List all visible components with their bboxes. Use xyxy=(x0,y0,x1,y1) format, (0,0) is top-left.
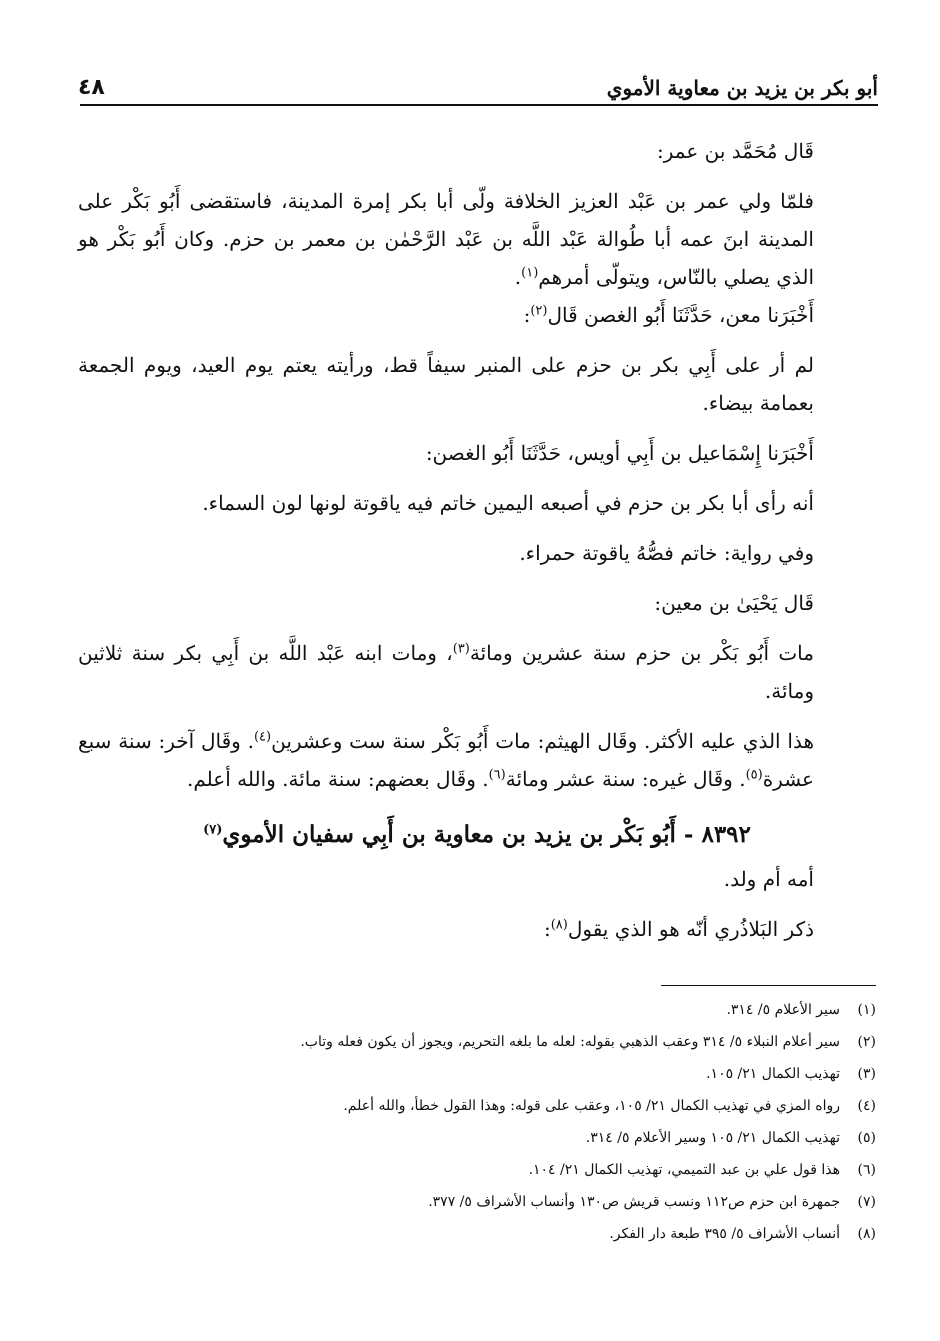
footnote-ref: (٦) xyxy=(488,767,506,783)
page-number: ٤٨ xyxy=(78,75,105,100)
paragraph xyxy=(78,296,876,334)
paragraph-end: : xyxy=(543,917,551,941)
header-rule xyxy=(80,104,878,106)
paragraph-text: مات أَبُو بَكْر بن حزم سنة عشرين ومائة xyxy=(469,641,814,665)
footnote-text: تهذيب الكمال ٢١/ ١٠٥ وسير الأعلام ٥/ ٣١٤. xyxy=(585,1130,840,1146)
paragraph-text: . وقَال بعضهم: سنة مائة. والله أعلم. xyxy=(187,767,489,791)
paragraph-text: . وقَال غيره: سنة عشر ومائة xyxy=(505,767,746,791)
entry-heading-text: ٨٣٩٢ - أَبُو بَكْر بن يزيد بن معاوية بن أَبِي سفيان الأموي xyxy=(222,821,751,848)
paragraph: أمه أم ولد. xyxy=(723,867,814,891)
footnote-ref: (٢) xyxy=(530,303,548,319)
footnote-ref: (٤) xyxy=(253,729,272,745)
footnote-number: (٥) xyxy=(857,1130,876,1146)
entry-heading xyxy=(78,816,876,854)
footnote xyxy=(110,1026,876,1058)
paragraph: أَخْبَرَنا إِسْمَاعيل بن أَبِي أويس، حَدَّثَنَا أَبُو الغصن: xyxy=(425,441,814,465)
footnote xyxy=(110,1154,876,1186)
footnote xyxy=(110,1186,876,1218)
footnote-ref: (٣) xyxy=(452,641,470,657)
footnote xyxy=(110,1058,876,1090)
paragraph-text: فلمّا ولي عمر بن عَبْد العزيز الخلافة ولّى أبا بكر إمرة المدينة، فاستقضى أَبُو بَكْر على المدينة ابنَ عمه أبا طُوالة عَبْد اللَّه بن عَبْد الرَّحْمٰن بن معمر بن حزم. وكان أَبُو بَكْر هو الذي يصلي بالنّاس، ويتولّى أمرهم xyxy=(78,189,814,289)
paragraph: قَال يَحْيَىٰ بن معين: xyxy=(654,591,814,615)
footnote-ref: (١) xyxy=(521,265,539,281)
paragraph-text: . وقَال آخر: سنة سبع عشرة xyxy=(78,729,814,791)
footnote-text: هذا قول علي بن عبد التميمي، تهذيب الكمال ٢١/ ١٠٤. xyxy=(528,1162,840,1178)
footnote-number: (٧) xyxy=(857,1194,876,1210)
footnote xyxy=(110,1218,876,1250)
footnote-text: أنساب الأشراف ٥/ ٣٩٥ طبعة دار الفكر. xyxy=(609,1226,840,1242)
footnote-text: رواه المزي في تهذيب الكمال ٢١/ ١٠٥، وعقب على قوله: وهذا القول خطأ، والله أعلم. xyxy=(343,1098,840,1114)
paragraph xyxy=(78,634,876,710)
paragraph: أنه رأى أبا بكر بن حزم في أصبعه اليمين خاتم فيه ياقوتة لونها لون السماء. xyxy=(202,491,814,515)
footnote xyxy=(110,1090,876,1122)
footnote-text: سير أعلام النبلاء ٥/ ٣١٤ وعقب الذهبي بقوله: لعله ما بلغه التحريم، ويجوز أن يكون فعله وتاب. xyxy=(300,1034,840,1050)
footnote xyxy=(110,1122,876,1154)
footnote-number: (١) xyxy=(857,1002,876,1018)
paragraph-text: ذكر البَلاذُري أنّه هو الذي يقول xyxy=(567,917,814,941)
footnotes xyxy=(110,994,876,1250)
paragraph-text: أَخْبَرَنا معن، حَدَّثَنَا أَبُو الغصن قَال xyxy=(547,303,814,327)
paragraph-end: : xyxy=(523,303,531,327)
page-header xyxy=(78,60,878,100)
main-text xyxy=(78,132,876,948)
footnote-number: (٤) xyxy=(857,1098,876,1114)
footnote-number: (٨) xyxy=(857,1226,876,1242)
footnote-text: سير الأعلام ٥/ ٣١٤. xyxy=(726,1002,840,1018)
paragraph-end: ، ومات ابنه عَبْد اللَّه بن أَبِي بكر سنة ثلاثين ومائة. xyxy=(78,641,814,703)
footnote-ref: (٥) xyxy=(745,767,763,783)
footnote-ref: (٨) xyxy=(550,917,568,933)
footnote-rule xyxy=(661,985,876,986)
footnote-number: (٦) xyxy=(857,1162,876,1178)
paragraph-end: . xyxy=(514,265,522,289)
footnote-ref: (٧) xyxy=(203,822,223,838)
paragraph: وفي رواية: خاتم فصُّهُ ياقوتة حمراء. xyxy=(519,541,814,565)
footnote-text: جمهرة ابن حزم ص١١٢ ونسب قريش ص١٣٠ وأنساب الأشراف ٥/ ٣٧٧. xyxy=(428,1194,840,1210)
paragraph xyxy=(78,910,876,948)
paragraph xyxy=(78,722,876,798)
paragraph-text: هذا الذي عليه الأكثر. وقَال الهيثم: مات أَبُو بَكْر سنة ست وعشرين xyxy=(271,729,814,753)
footnote-text: تهذيب الكمال ٢١/ ١٠٥. xyxy=(706,1066,840,1082)
running-title: أبو بكر بن يزيد بن معاوية الأموي xyxy=(606,76,878,100)
footnote-number: (٣) xyxy=(857,1066,876,1082)
footnote xyxy=(110,994,876,1026)
footnote-number: (٢) xyxy=(857,1034,876,1050)
paragraph: لم أر على أَبِي بكر بن حزم على المنبر سيفاً قط، ورأيته يعتم يوم العيد، ويوم الجمعة بعمامة بيضاء. xyxy=(78,353,814,415)
paragraph xyxy=(78,182,876,296)
paragraph: قَال مُحَمَّد بن عمر: xyxy=(656,139,814,163)
